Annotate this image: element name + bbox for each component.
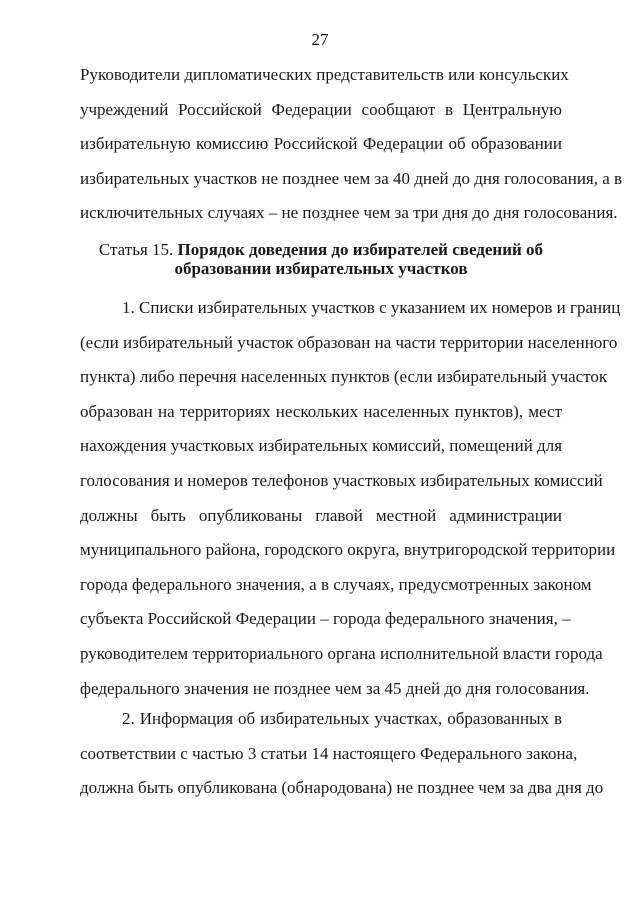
paragraph-diplomatic-missions — [80, 58, 623, 231]
text-line: избирательную комиссию Российской Федерации об образовании — [80, 134, 562, 154]
paragraph-clause-2 — [80, 702, 604, 806]
paragraph-clause-1 — [80, 291, 621, 706]
text-line: нахождения участковых избирательных комиссий, помещений для — [80, 436, 563, 456]
text-line: голосования и номеров телефонов участковых избирательных комиссий — [80, 470, 603, 490]
text-line: должна быть опубликована (обнародована) не позднее чем за два дня до — [80, 778, 604, 798]
article-title-part-2: образовании избирательных участков — [174, 259, 468, 278]
text-line: 1. Списки избирательных участков с указанием их номеров и границ — [122, 298, 621, 317]
text-line: руководителем территориального органа исполнительной власти города — [80, 643, 603, 663]
article-number: Статья 15. — [98, 240, 174, 259]
text-line: избирательных участков не позднее чем за 40 дней до дня голосования, а в — [80, 168, 623, 188]
text-line: муниципального района, городского округа, внутригородской территории — [80, 540, 616, 560]
article-heading — [80, 240, 562, 278]
text-line: федерального значения не позднее чем за 45 дней до дня голосования. — [80, 678, 590, 698]
page-number: 27 — [311, 30, 329, 49]
article-heading-line-1 — [80, 240, 562, 259]
text-line: соответствии с частью 3 статьи 14 настоящего Федерального закона, — [80, 743, 578, 763]
text-line: 2. Информация об избирательных участках, образованных в — [122, 709, 562, 728]
text-line: исключительных случаях – не позднее чем за три дня до дня голосования. — [80, 203, 618, 223]
text-line: образован на территориях нескольких населенных пунктов), мест — [80, 401, 562, 421]
text-line: города федерального значения, а в случаях, предусмотренных законом — [80, 574, 592, 594]
text-line: Руководители дипломатических представительств или консульских — [80, 65, 569, 84]
text-line: (если избирательный участок образован на части территории населенного — [80, 332, 618, 352]
text-line: пункта) либо перечня населенных пунктов (если избирательный участок — [80, 367, 608, 387]
text-line: должны быть опубликованы главой местной администрации — [80, 505, 562, 525]
text-line: учреждений Российской Федерации сообщают в Центральную — [80, 99, 562, 119]
article-title-part-1: Порядок доведения до избирателей сведений об — [177, 240, 544, 259]
text-line: субъекта Российской Федерации – города федерального значения, – — [80, 609, 571, 629]
